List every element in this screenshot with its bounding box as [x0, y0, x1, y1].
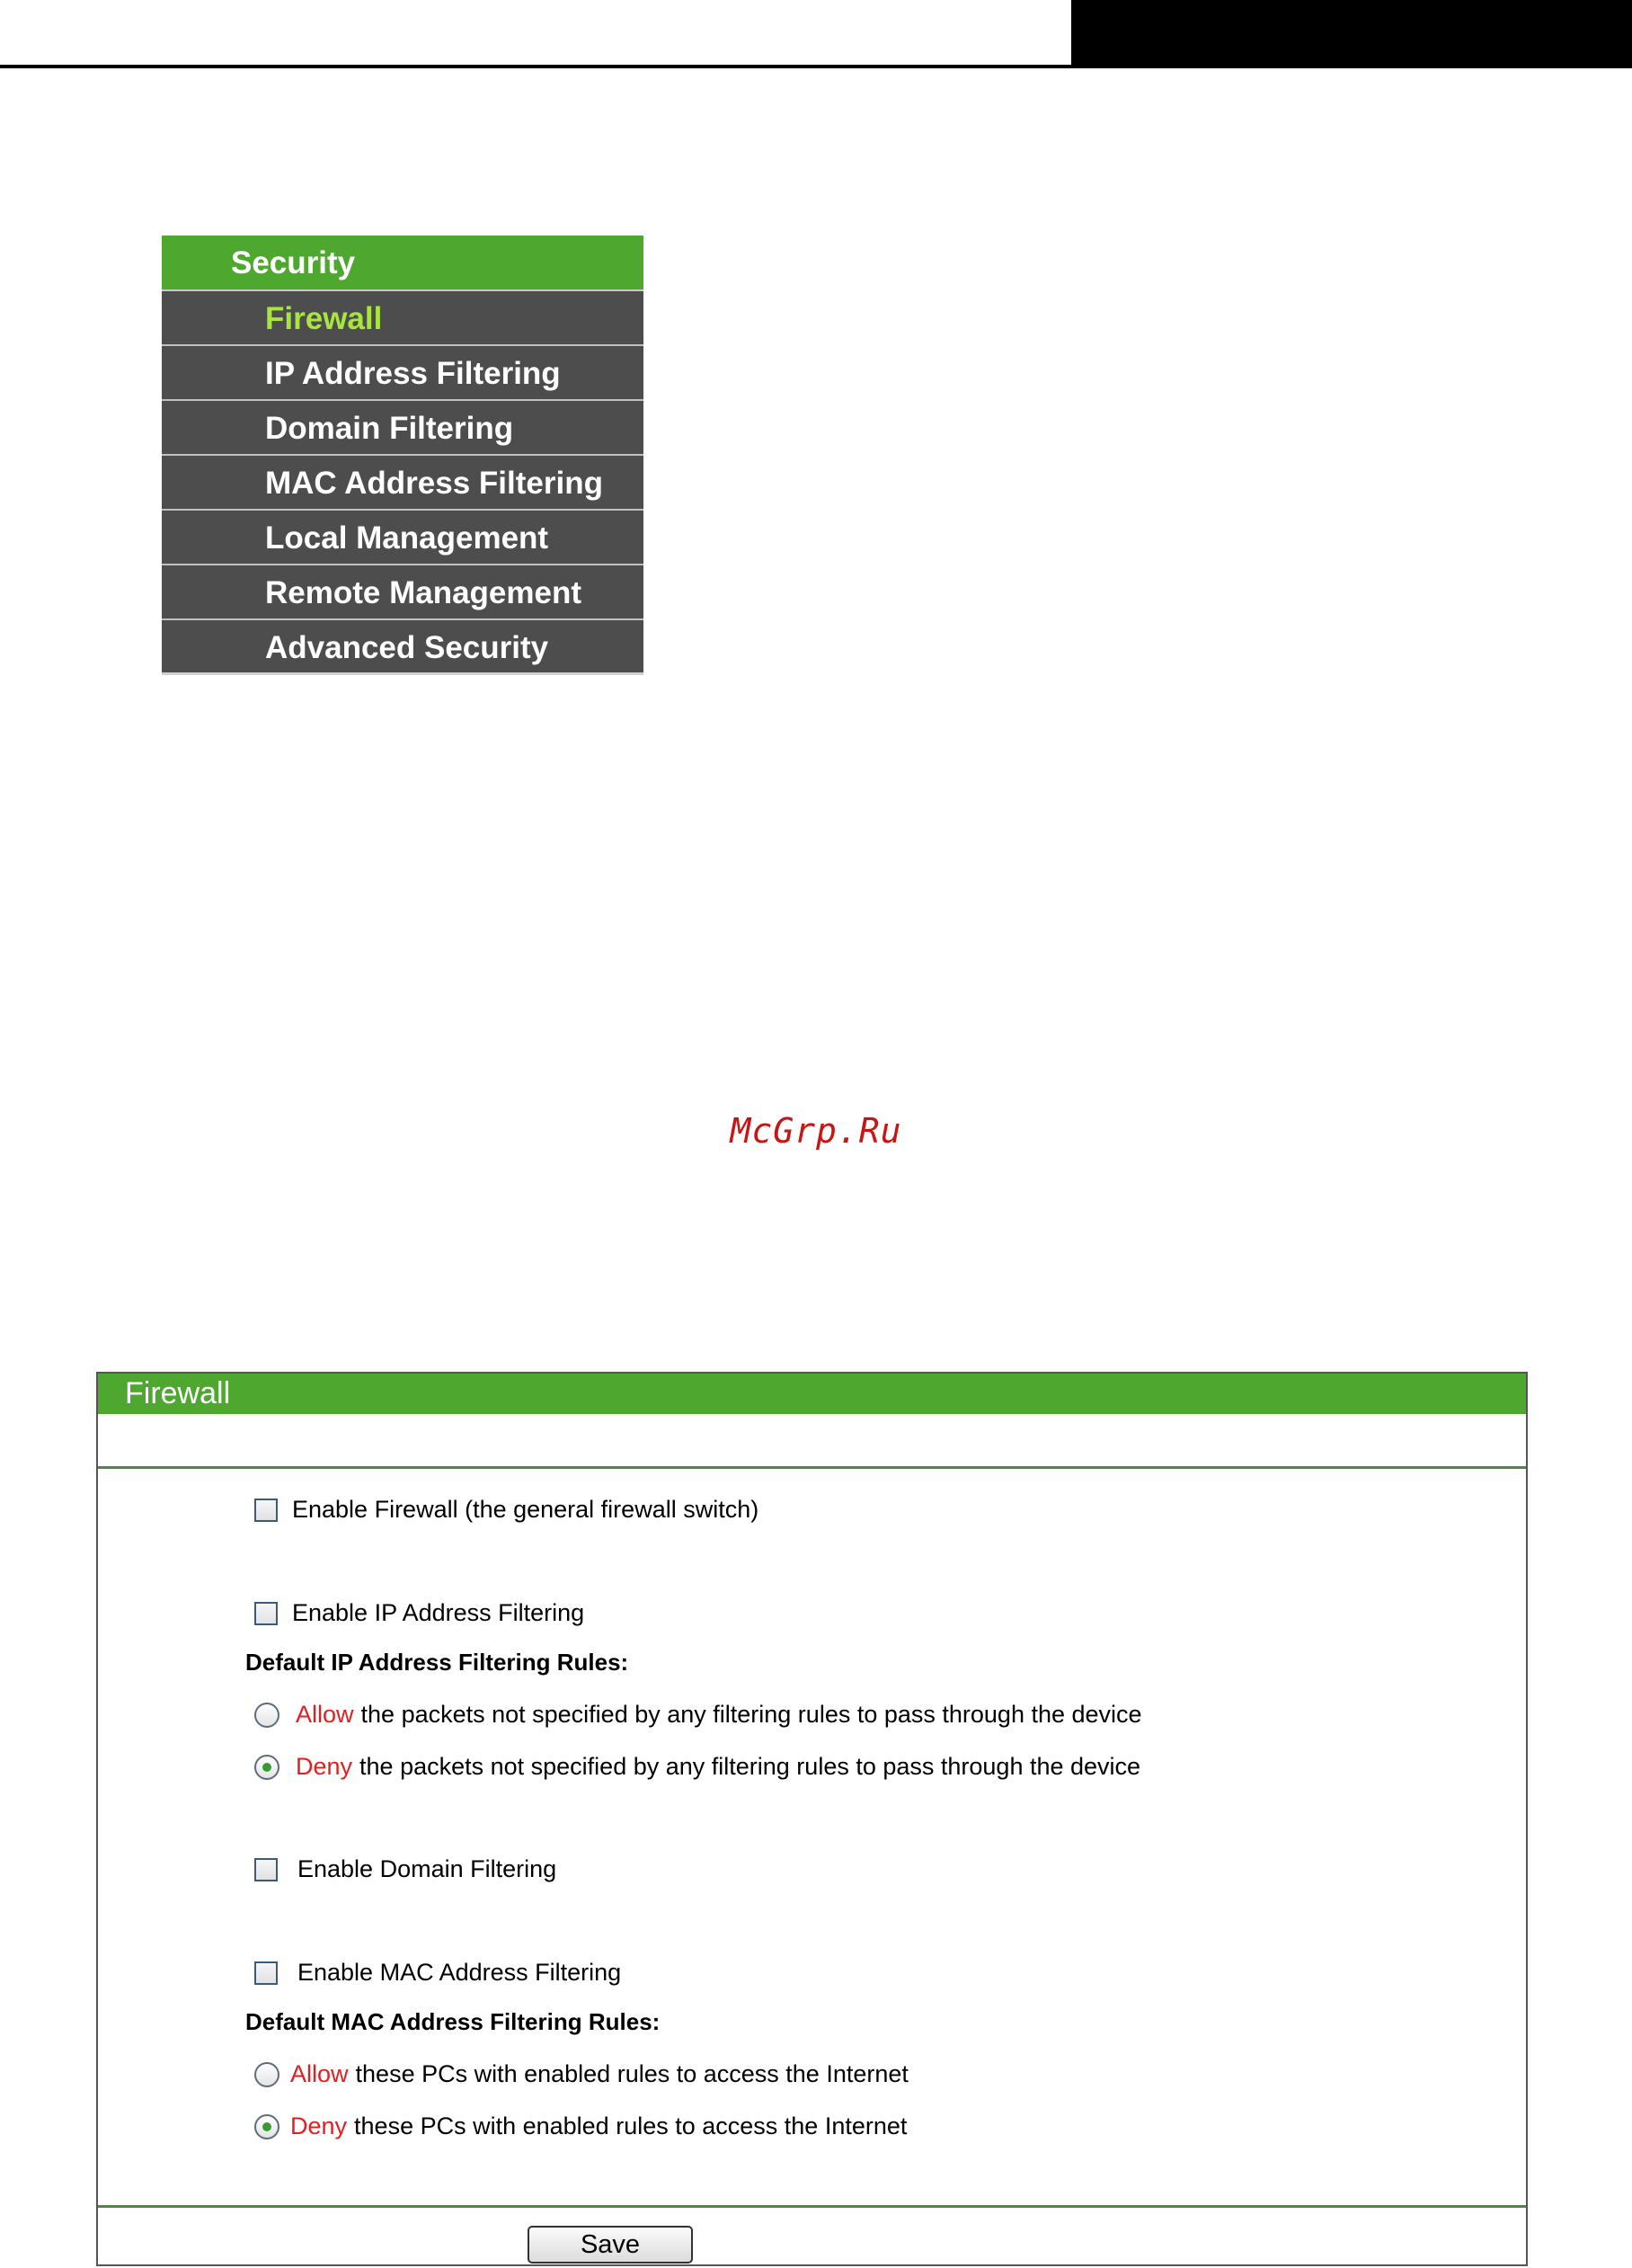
mac-rules-heading: Default MAC Address Filtering Rules:: [245, 2008, 661, 2035]
ip-rule-deny-keyword: Deny: [296, 1753, 353, 1780]
mac-rule-allow-text: these PCs with enabled rules to access the Internet: [355, 2060, 909, 2087]
menu-item-ip-address-filtering[interactable]: IP Address Filtering: [162, 346, 643, 401]
security-menu: [162, 236, 643, 675]
enable-firewall-row: [254, 1496, 758, 1524]
enable-firewall-checkbox[interactable]: [254, 1499, 278, 1522]
ip-rule-allow-radio[interactable]: [254, 1703, 279, 1728]
ip-rule-allow-keyword: Allow: [296, 1701, 354, 1728]
enable-domain-filtering-label: Enable Domain Filtering: [297, 1855, 557, 1882]
enable-mac-filtering-label: Enable MAC Address Filtering: [297, 1959, 622, 1986]
enable-mac-filtering-checkbox[interactable]: [254, 1961, 278, 1985]
panel-top-separator: [98, 1466, 1526, 1469]
menu-item-remote-management[interactable]: Remote Management: [162, 565, 643, 620]
menu-item-advanced-security[interactable]: Advanced Security: [162, 620, 643, 675]
mac-rule-allow-row: [254, 2060, 909, 2088]
ip-rule-allow-text: the packets not specified by any filtering rules to pass through the device: [360, 1701, 1142, 1728]
panel-title: Firewall: [98, 1374, 1526, 1414]
ip-rule-deny-radio[interactable]: [254, 1755, 279, 1780]
save-button[interactable]: Save: [528, 2226, 693, 2264]
enable-domain-filtering-checkbox[interactable]: [254, 1858, 278, 1881]
enable-ip-filtering-label: Enable IP Address Filtering: [292, 1599, 585, 1626]
ip-rule-allow-row: [254, 1701, 1142, 1729]
mac-rule-deny-keyword: Deny: [290, 2112, 348, 2139]
mac-rule-deny-radio[interactable]: [254, 2114, 279, 2139]
enable-ip-filtering-checkbox[interactable]: [254, 1602, 278, 1625]
ip-rules-heading: Default IP Address Filtering Rules:: [245, 1649, 629, 1676]
firewall-panel: [96, 1372, 1528, 2266]
header-black-box: [1071, 0, 1632, 68]
ip-rule-deny-text: the packets not specified by any filtering rules to pass through the device: [359, 1753, 1141, 1780]
watermark: McGrp.Ru: [730, 1111, 902, 1151]
menu-header-security[interactable]: Security: [162, 236, 643, 291]
mac-rule-allow-radio[interactable]: [254, 2062, 279, 2087]
menu-item-domain-filtering[interactable]: Domain Filtering: [162, 401, 643, 456]
enable-firewall-label: Enable Firewall (the general firewall switch): [292, 1496, 759, 1523]
enable-mac-filtering-row: [254, 1959, 621, 1987]
menu-item-local-management[interactable]: Local Management: [162, 511, 643, 565]
menu-item-firewall[interactable]: Firewall: [162, 291, 643, 346]
enable-domain-filtering-row: [254, 1855, 556, 1883]
header-rule: [0, 65, 1632, 68]
menu-item-mac-address-filtering[interactable]: MAC Address Filtering: [162, 456, 643, 511]
mac-rule-deny-text: these PCs with enabled rules to access the Internet: [354, 2112, 908, 2139]
ip-rule-deny-row: [254, 1753, 1140, 1781]
panel-bottom-separator: [98, 2205, 1526, 2208]
mac-rule-allow-keyword: Allow: [290, 2060, 349, 2087]
mac-rule-deny-row: [254, 2112, 907, 2140]
enable-ip-filtering-row: [254, 1599, 584, 1627]
